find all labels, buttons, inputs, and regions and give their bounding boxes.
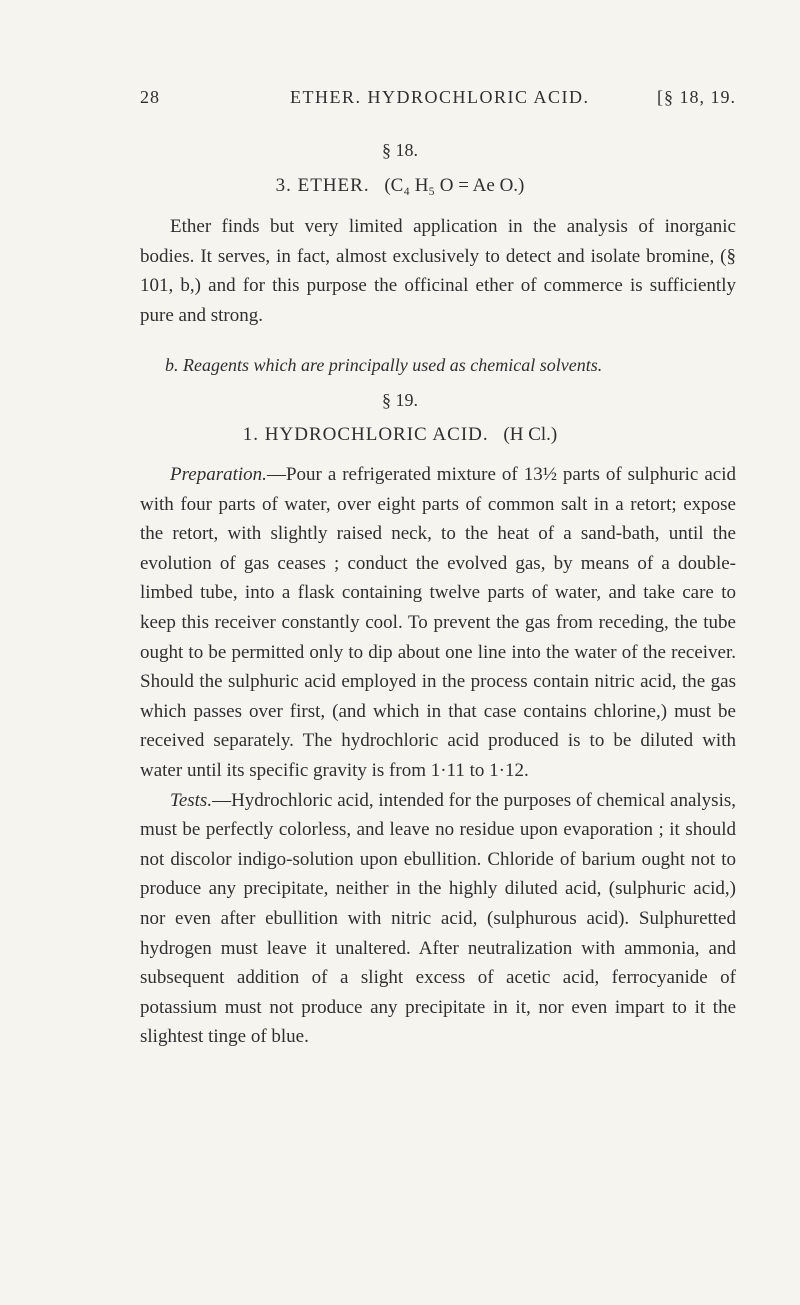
tests-label: Tests. — [170, 789, 213, 811]
subsection-heading: b. Reagents which are principally used as chemical solvents. — [165, 355, 603, 375]
hydrochloric-acid-body — [140, 460, 736, 1052]
ether-heading — [0, 175, 800, 197]
preparation-paragraph — [140, 460, 736, 786]
ether-paragraph: Ether finds but very limited application in the analysis of inorganic bodies. It serves, in fact, almost exclusively to detect and isolate bromine, (§ 101, b,) and for this purpose the officinal ether of commerce is sufficiently pure and strong. — [140, 216, 736, 326]
hydrochloric-acid-formula: (H Cl.) — [503, 424, 558, 445]
ether-paragraph-block — [140, 212, 736, 330]
section-19-number: § 19. — [382, 390, 418, 410]
page-number: 28 — [140, 87, 160, 107]
ether-heading-label: 3. ETHER. — [275, 175, 370, 196]
running-header — [140, 87, 736, 115]
ether-formula: (C₄ H₅ O = Ae O.) — [384, 175, 525, 196]
section-reference: [§ 18, 19. — [657, 87, 736, 107]
running-title: ETHER. HYDROCHLORIC ACID. — [290, 87, 590, 107]
hydrochloric-acid-label: 1. HYDROCHLORIC ACID. — [242, 424, 489, 445]
preparation-label: Preparation. — [170, 464, 267, 485]
tests-paragraph — [140, 786, 736, 1052]
tests-text: —Hydrochloric acid, intended for the purposes of chemical analysis, must be perfectly colorless, and leave no residue upon evaporation ; it should not discolor indigo-solution upon ebullition. Chloride of barium ought not to produce any precipitate, neither in the highly diluted acid, (sulphuric acid,) nor even after ebullition with nitric acid, (sulphurous acid). Sulphuretted hydrogen must leave it unaltered. After neutralization with ammonia, and subsequent addition of a slight excess of acetic acid, ferrocyanide of potassium must not produce any precipitate in it, nor even impart to it the slightest tinge of blue. — [140, 789, 736, 1048]
preparation-text: —Pour a refrigerated mixture of 13½ parts of sulphuric acid with four parts of water, over eight parts of common salt in a retort; expose the retort, with slightly raised neck, to the heat of a sand-bath, until the evolution of gas ceases ; conduct the evolved gas, by means of a double-limbed tube, into a flask containing twelve parts of water, and take care to keep this receiver constantly cool. To prevent the gas from receding, the tube ought to be permitted only to dip about one line into the water of the receiver. Should the sulphuric acid employed in the process contain nitric acid, the gas which passes over first, (and which in that case contains chlorine,) must be received separately. The hydrochloric acid produced is to be diluted with water until its specific gravity is from 1·11 to 1·12. — [140, 464, 736, 781]
hydrochloric-acid-heading — [0, 424, 800, 446]
section-18-number: § 18. — [382, 140, 418, 160]
